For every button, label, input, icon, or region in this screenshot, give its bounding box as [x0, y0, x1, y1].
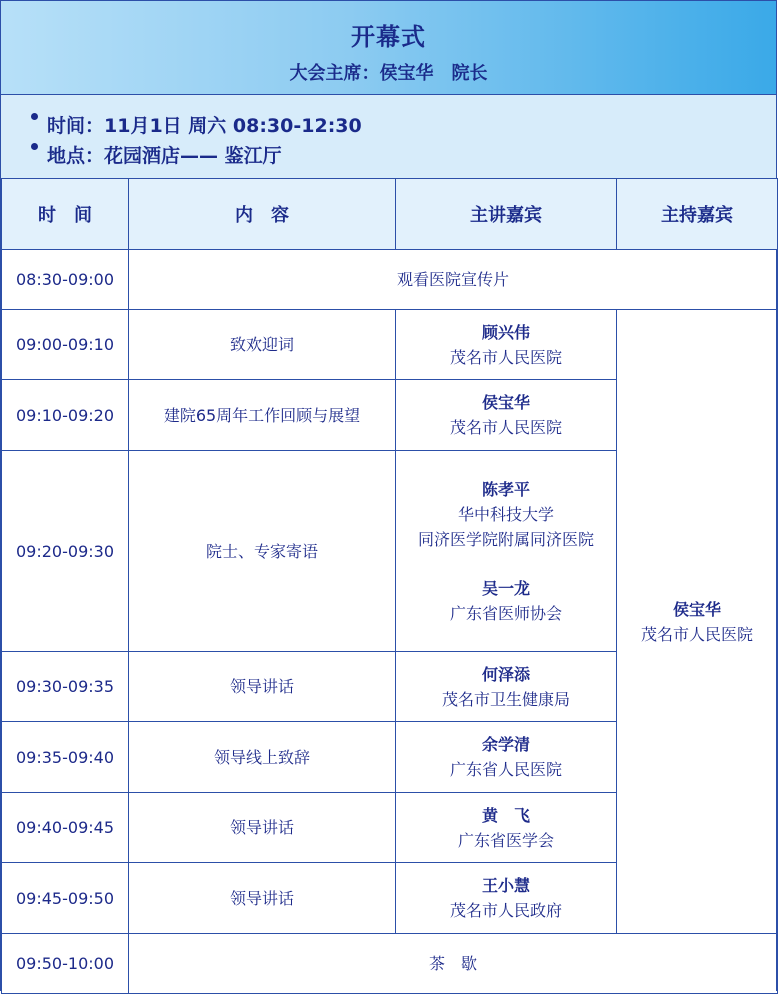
- row-speaker: [396, 310, 617, 380]
- speaker-name: 吴一龙: [481, 578, 530, 598]
- table-row: [2, 934, 778, 994]
- row-content: 观看医院宣传片: [129, 250, 778, 310]
- row-content: 致欢迎词: [129, 310, 396, 380]
- row-time: 09:40-09:45: [2, 793, 129, 863]
- session-title: 开幕式: [351, 23, 426, 51]
- speaker-name: 侯宝华: [481, 393, 530, 412]
- speaker-name: 王小慧: [481, 876, 530, 895]
- info-time-line: [31, 111, 362, 138]
- row-speaker: [396, 380, 617, 451]
- speaker-org: 广东省人民医院: [449, 760, 562, 779]
- bullet-icon: [31, 143, 38, 150]
- schedule-table: [1, 178, 778, 994]
- column-header-time: 时 间: [2, 179, 129, 250]
- row-content: 领导线上致辞: [129, 722, 396, 793]
- speaker-org: 广东省医师协会: [449, 603, 562, 623]
- row-speaker: [396, 863, 617, 934]
- column-header-host: 主持嘉宾: [617, 179, 778, 250]
- speaker-spacer: [396, 552, 616, 576]
- row-speaker: [396, 652, 617, 722]
- speaker-org: 茂名市人民政府: [449, 901, 562, 920]
- info-venue: 地点：花园酒店—— 鉴江厅: [47, 145, 282, 167]
- session-chair: 大会主席：侯宝华 院长: [289, 63, 488, 84]
- host-org: 茂名市人民医院: [640, 624, 753, 644]
- table-row: [2, 250, 778, 310]
- row-content: 领导讲话: [129, 863, 396, 934]
- speaker-org: 茂名市人民医院: [449, 347, 562, 367]
- row-time: 09:45-09:50: [2, 863, 129, 934]
- row-time: 08:30-09:00: [2, 250, 129, 310]
- host-cell: [617, 310, 778, 934]
- column-header-content: 内 容: [129, 179, 396, 250]
- speaker-org-secondary: 同济医学院附属同济医院: [417, 529, 594, 549]
- row-time: 09:35-09:40: [2, 722, 129, 793]
- row-time: 09:20-09:30: [2, 451, 129, 652]
- host-name: 侯宝华: [672, 599, 721, 619]
- row-content: 领导讲话: [129, 652, 396, 722]
- row-content: 茶 歇: [129, 934, 778, 994]
- row-speaker: [396, 722, 617, 793]
- info-venue-line: [31, 141, 282, 168]
- row-time: 09:30-09:35: [2, 652, 129, 722]
- row-speaker: [396, 451, 617, 652]
- session-info: [1, 95, 776, 179]
- speaker-org: 茂名市人民医院: [449, 418, 562, 437]
- speaker-name: 黄 飞: [481, 805, 530, 825]
- info-time: 时间：11月1日 周六 08:30-12:30: [47, 115, 362, 137]
- row-content: 院士、专家寄语: [129, 451, 396, 652]
- speaker-org: 华中科技大学: [457, 504, 554, 524]
- row-time: 09:00-09:10: [2, 310, 129, 380]
- row-content: 建院65周年工作回顾与展望: [129, 380, 396, 451]
- title-banner: [1, 1, 776, 95]
- speaker-org: 广东省医学会: [457, 830, 554, 850]
- column-header-speaker: 主讲嘉宾: [396, 179, 617, 250]
- table-header-row: [2, 179, 778, 250]
- speaker-name: 何泽添: [481, 664, 530, 684]
- row-time: 09:10-09:20: [2, 380, 129, 451]
- speaker-name: 顾兴伟: [481, 322, 530, 342]
- speaker-name: 余学清: [481, 735, 530, 754]
- row-time: 09:50-10:00: [2, 934, 129, 994]
- bullet-icon: [31, 113, 38, 120]
- speaker-name: 陈孝平: [481, 479, 530, 499]
- table-row: [2, 310, 778, 380]
- speaker-org: 茂名市卫生健康局: [441, 689, 570, 709]
- row-speaker: [396, 793, 617, 863]
- row-content: 领导讲话: [129, 793, 396, 863]
